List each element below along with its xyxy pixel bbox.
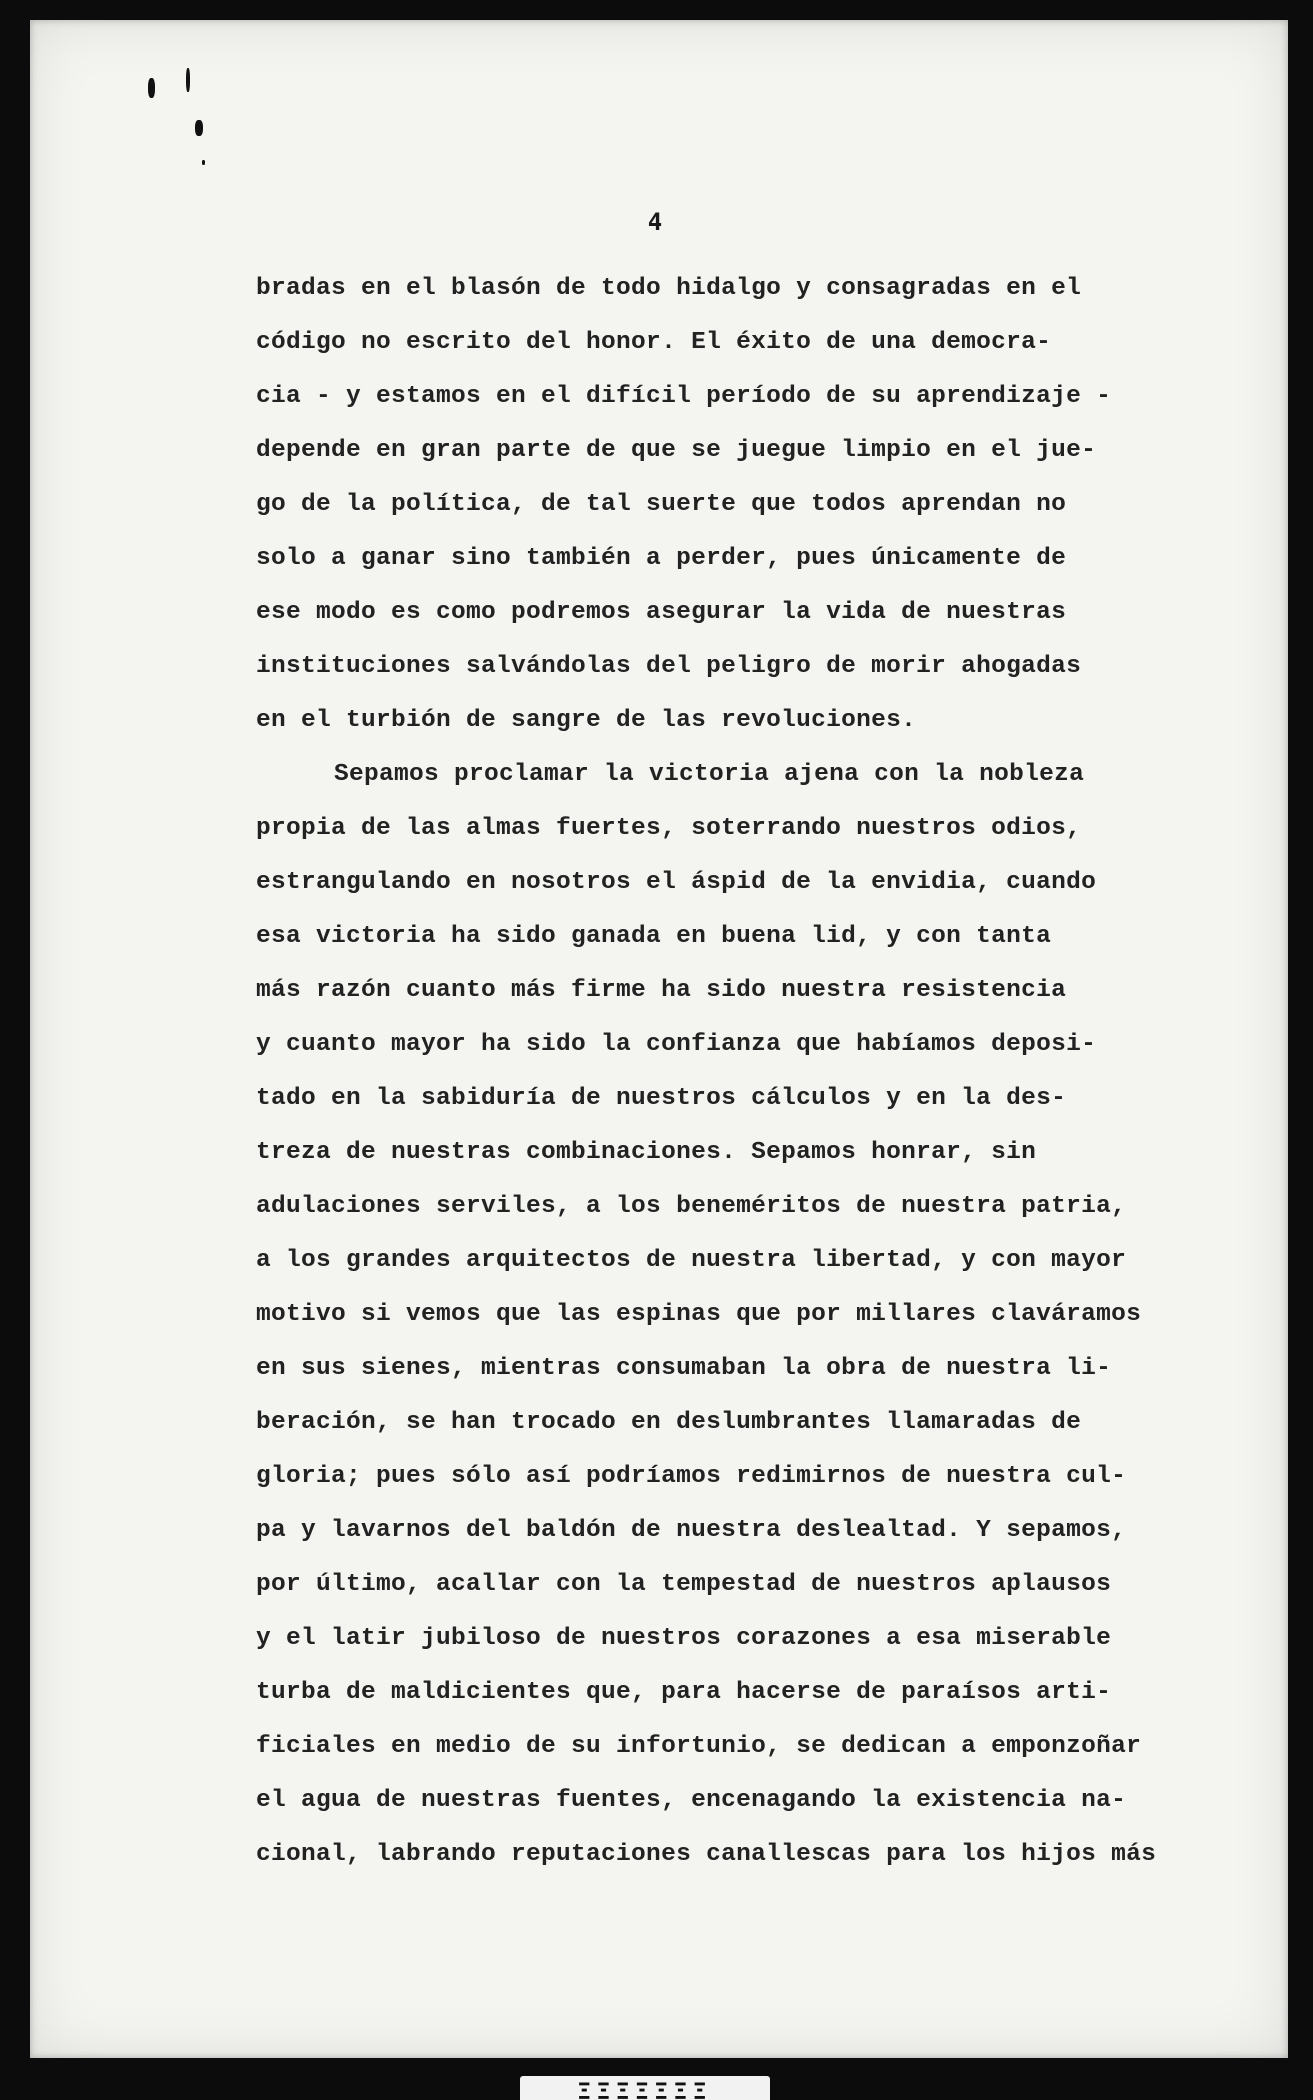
paragraph-start-line: Sepamos proclamar la victoria ajena con la nobleza xyxy=(334,761,1085,788)
text-line: gloria; pues sólo así podríamos redimirnos de nuestra cul- xyxy=(256,1463,1127,1490)
typed-text-body xyxy=(256,262,1196,1882)
text-line: ese modo es como podremos asegurar la vida de nuestras xyxy=(256,599,1067,626)
text-line: por último, acallar con la tempestad de nuestros aplausos xyxy=(256,1571,1112,1598)
text-line: cia - y estamos en el difícil período de su aprendizaje - xyxy=(256,383,1112,410)
text-line: estrangulando en nosotros el áspid de la envidia, cuando xyxy=(256,869,1097,896)
text-line: código no escrito del honor. El éxito de una democra- xyxy=(256,329,1052,356)
text-line: solo a ganar sino también a perder, pues únicamente de xyxy=(256,545,1067,572)
text-line: ficiales en medio de su infortunio, se dedican a emponzoñar xyxy=(256,1733,1142,1760)
text-line: go de la política, de tal suerte que todos aprendan no xyxy=(256,491,1067,518)
text-line: beración, se han trocado en deslumbrantes llamaradas de xyxy=(256,1409,1082,1436)
ink-speck xyxy=(195,120,203,136)
ink-speck xyxy=(148,78,155,98)
page-number: 4 xyxy=(647,208,663,236)
text-line: a los grandes arquitectos de nuestra libertad, y con mayor xyxy=(256,1247,1127,1274)
ink-speck xyxy=(202,160,205,165)
text-line: pa y lavarnos del baldón de nuestra deslealtad. Y sepamos, xyxy=(256,1517,1127,1544)
text-line: instituciones salvándolas del peligro de morir ahogadas xyxy=(256,653,1082,680)
text-line: esa victoria ha sido ganada en buena lid, y con tanta xyxy=(256,923,1052,950)
text-line: bradas en el blasón de todo hidalgo y consagradas en el xyxy=(256,275,1082,302)
text-line: adulaciones serviles, a los beneméritos de nuestra patria, xyxy=(256,1193,1127,1220)
text-line: cional, labrando reputaciones canallescas para los hijos más xyxy=(256,1841,1157,1868)
text-line: y el latir jubiloso de nuestros corazones a esa miserable xyxy=(256,1625,1112,1652)
text-line: depende en gran parte de que se juegue limpio en el jue- xyxy=(256,437,1097,464)
text-line: tado en la sabiduría de nuestros cálculos y en la des- xyxy=(256,1085,1067,1112)
archive-label-strip: ΞΞΞΞΞΞΞ xyxy=(520,2076,770,2100)
text-line: en sus sienes, mientras consumaban la obra de nuestra li- xyxy=(256,1355,1112,1382)
text-line: el agua de nuestras fuentes, encenagando la existencia na- xyxy=(256,1787,1127,1814)
text-line: treza de nuestras combinaciones. Sepamos honrar, sin xyxy=(256,1139,1037,1166)
text-line: y cuanto mayor ha sido la confianza que habíamos deposi- xyxy=(256,1031,1097,1058)
text-line: motivo si vemos que las espinas que por millares claváramos xyxy=(256,1301,1142,1328)
text-line: más razón cuanto más firme ha sido nuestra resistencia xyxy=(256,977,1067,1004)
text-line: propia de las almas fuertes, soterrando nuestros odios, xyxy=(256,815,1082,842)
text-line: turba de maldicientes que, para hacerse de paraísos arti- xyxy=(256,1679,1112,1706)
text-line: en el turbión de sangre de las revoluciones. xyxy=(256,707,917,734)
ink-speck xyxy=(186,68,190,92)
